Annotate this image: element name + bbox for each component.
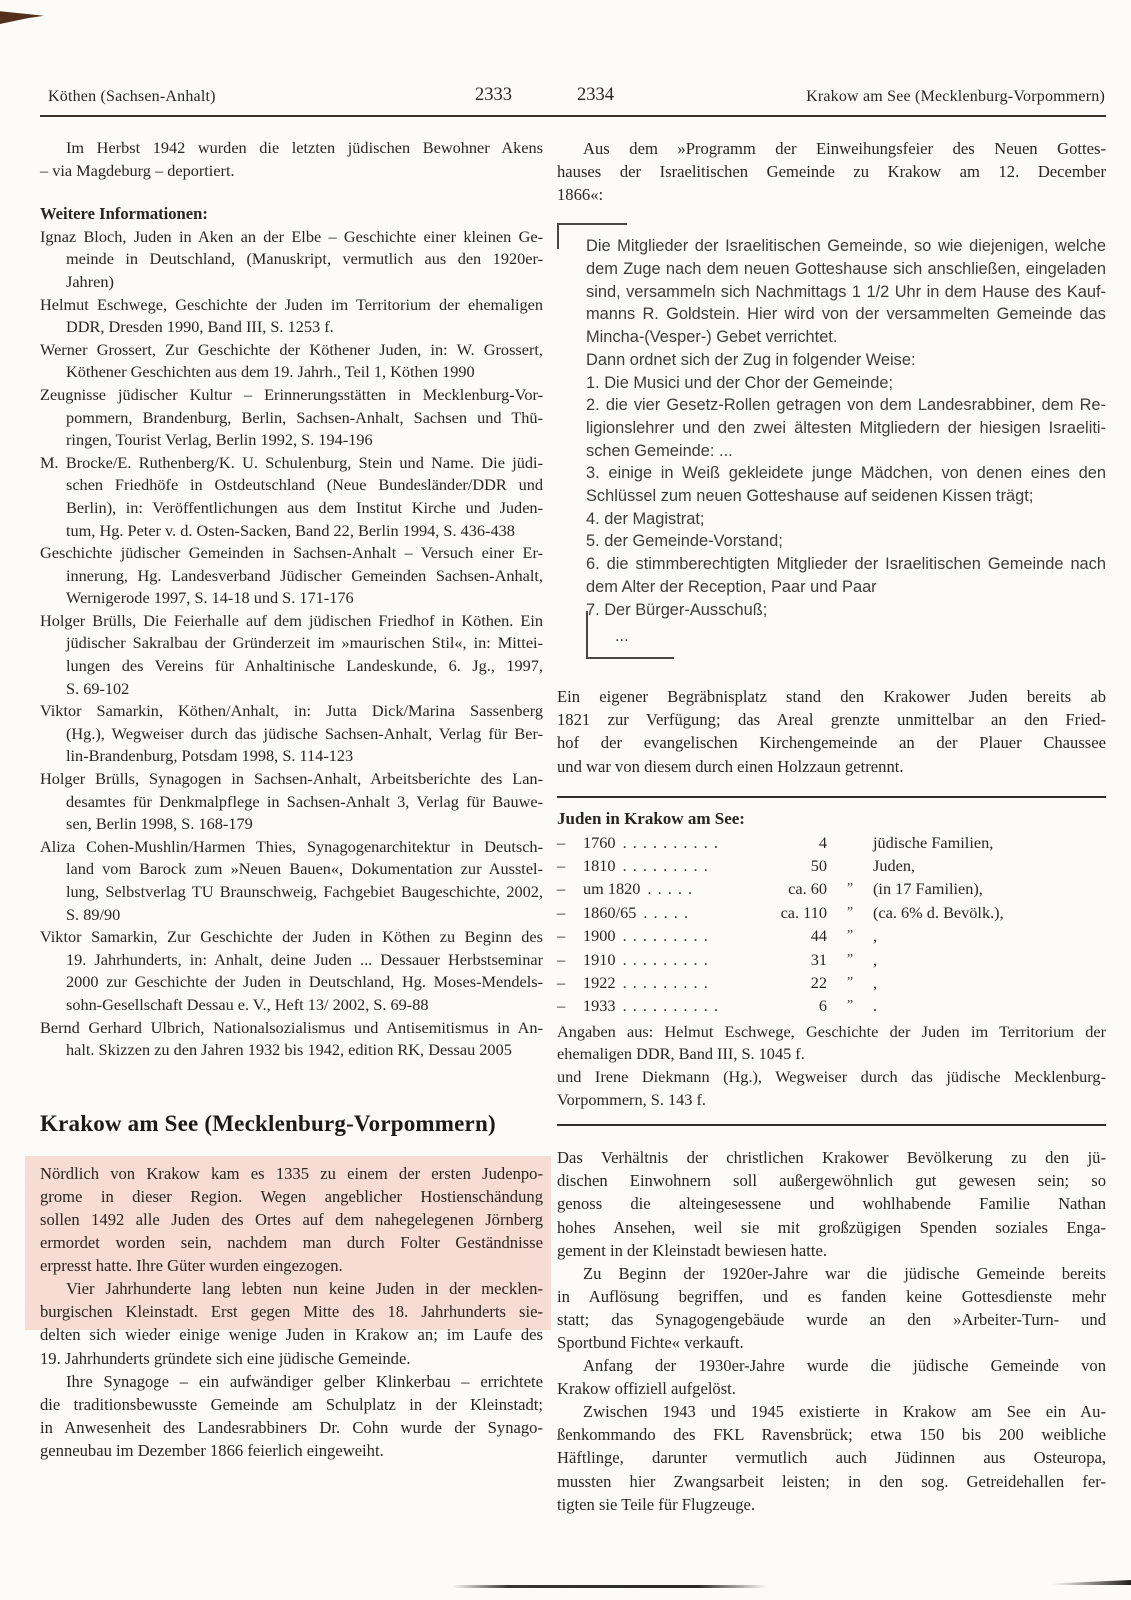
census-row: – 1922 . . . . . . . . . 22 ” , [557,973,878,993]
text-line: Dann ordnet sich der Zug in folgender Weise: [586,350,916,369]
text-line: Helmut Eschwege, Geschichte der Juden im Territorium der ehemaligen [40,294,543,314]
text-line: 6. die stimmberechtigten Mitglieder der Israelitischen Gemeinde nach [586,555,1106,574]
text-line: Wernigerode 1997, S. 14-18 und S. 171-176 [66,588,354,608]
text-line: sollen 1492 alle Juden des Ortes auf dem nahegelegenen Jörnberg [40,1209,543,1229]
paragraph [557,1354,1106,1400]
section-heading: Krakow am See (Mecklenburg-Vorpommern) [40,1110,496,1136]
quote-close-bracket-icon [586,611,674,659]
text-line: Aus dem »Programm der Einweihungsfeier des Neuen Gottes- [583,139,1106,158]
running-head-right: Krakow am See (Mecklenburg-Vorpommern) [806,88,1105,105]
text-line: und war von diesem durch einen Holzzaun getrennt. [557,756,904,776]
bibliography-entry [40,1017,543,1062]
text-line: Ihre Synagoge – ein aufwändiger gelber Klinkerbau – errichtete [66,1371,543,1391]
text-line: Vier Jahrhunderte lang lebten nun keine Juden in der mecklen- [66,1279,543,1299]
text-line: Nördlich von Krakow kam es 1335 zu einem der ersten Judenpo- [40,1163,543,1183]
quote-paragraph [586,235,1106,349]
header-rule [40,115,1106,117]
text-line: in Anwesenheit des Landesrabbiners Dr. Cohn wurde der Synago- [40,1417,543,1437]
text-line: Holger Brülls, Synagogen in Sachsen-Anhalt, Arbeitsberichte des Lan- [40,769,543,789]
text-line: erpresst hatte. Ihre Güter wurden eingezogen. [40,1256,343,1276]
scan-bottom-line-artifact [1052,1580,1131,1585]
text-line: 19. Jahrhunderts, in: Anhalt, deine Juden ... Dessauer Herbstseminar [66,949,543,969]
census-rule-top [557,796,1106,798]
census-row: – um 1820 . . . . . ca. 60 ” (in 17 Familien), [557,879,983,899]
page-number-left: 2333 [475,85,512,105]
text-line: genoss die alteingesessene und wohlhabende Familie Nathan [557,1194,1106,1214]
quote-open-bracket-icon [557,223,627,249]
text-line: S. 89/90 [66,904,121,924]
text-line: schen Gemeinde: ... [586,441,733,460]
text-line: mussten hier Zwangsarbeit leisten; in den sog. Getreidehallen fer- [557,1471,1106,1491]
bibliography-entry [40,768,543,836]
text-line: manns R. Goldstein. Hier wird von der versammelten Gemeinde das [586,305,1106,324]
text-line: DDR, Dresden 1990, Band III, S. 1253 f. [66,317,334,337]
intro-paragraph [40,137,543,182]
census-row: – 1900 . . . . . . . . . 44 ” , [557,926,878,946]
text-line: 1. Die Musici und der Chor der Gemeinde; [586,373,894,392]
quote-paragraph [586,394,1106,462]
census-sources [557,1021,1106,1111]
left-column [40,137,543,1462]
text-line: Angaben aus: Helmut Eschwege, Geschichte der Juden im Territorium der [557,1021,1106,1041]
scan-corner-artifact [0,9,44,24]
text-line: sind, versammeln sich Nachmittags 1 1/2 Uhr in dem Hause des Kauf- [586,282,1106,301]
census-source [557,1066,1106,1111]
text-line: M. Brocke/E. Ruthenberg/K. U. Schulenburg, Stein und Name. Die jüdi- [40,452,543,472]
bibliography-entry [40,339,543,384]
text-line: Köthener Geschichten aus dem 19. Jahrh., Teil 1, Köthen 1990 [66,362,475,382]
text-line: Zeugnisse jüdischer Kultur – Erinnerungsstätten in Mecklenburg-Vor- [40,384,543,404]
text-line: dischen Einwohnern soll außergewöhnlich gut gewesen sein; so [557,1171,1106,1191]
text-line: Ignaz Bloch, Juden in Aken an der Elbe – Geschichte einer kleinen Ge- [40,226,543,246]
text-line: Ein eigener Begräbnisplatz stand den Krakower Juden bereits ab [557,687,1106,707]
bibliography-entry [40,836,543,926]
quote-paragraph [586,462,1106,507]
bibliography-heading: Weitere Informationen: [40,204,208,224]
census-row: – 1933 . . . . . . . . . . 6 ” . [557,996,878,1016]
text-line: 5. der Gemeinde-Vorstand; [586,532,783,551]
text-line: 1866«: [557,185,604,205]
quote-paragraph [586,508,1106,531]
text-line: lin-Brandenburg, Potsdam 1998, S. 114-123 [66,746,354,766]
bibliography-entry [40,700,543,768]
text-line: Das Verhältnis der christlichen Krakower Bevölkerung zu den jü- [557,1148,1106,1168]
paragraph [40,1370,543,1462]
text-line: (Hg.), Wegweiser durch das jüdische Sachsen-Anhalt, Verlag für Ber- [66,723,543,743]
text-line: S. 69-102 [66,678,130,698]
text-line: Im Herbst 1942 wurden die letzten jüdischen Bewohner Akens [66,138,543,157]
scan-bottom-line-artifact [452,1585,767,1588]
census-row: – 1910 . . . . . . . . . 31 ” , [557,949,878,969]
text-line: sen, Berlin 1998, S. 168-179 [66,814,253,834]
text-line: Viktor Samarkin, Köthen/Anhalt, in: Jutta Dick/Marina Sassenberg [40,701,543,721]
text-line: lungen des Vereins für Anhaltinische Landeskunde, 6. Jg., 1997, [66,656,543,676]
text-line: Berlin), in: Veröffentlichungen aus dem Institut Kirche und Juden- [66,497,543,517]
text-line: pommern, Brandenburg, Berlin, Sachsen-Anhalt, Sachsen und Thü- [66,407,543,427]
text-line: 2000 zur Geschichte der Juden in Deutschland, Hg. Moses-Mendels- [66,972,543,992]
text-line: delten sich wieder einige wenige Juden in Krakow an; im Laufe des [40,1325,543,1345]
text-line: Geschichte jüdischer Gemeinden in Sachsen-Anhalt – Versuch einer Er- [40,543,543,563]
census-heading: Juden in Krakow am See: [557,808,745,828]
text-line: burgischen Kleinstadt. Erst gegen Mitte des 18. Jahrhunderts sie- [40,1302,543,1322]
bibliography-entry [40,926,543,1016]
highlighted-passage [40,1162,543,1370]
text-line: schen Friedhöfe in Ostdeutschland (Neue Bundesländer/DDR und [66,475,543,495]
text-line: tum, Hg. Peter v. d. Osten-Sacken, Band 22, Berlin 1994, S. 436-438 [66,520,515,540]
bibliography-entry [40,226,543,294]
quote-paragraph [586,349,1106,372]
text-line: statt; das Synagogengebäude wurde an den »Arbeiter-Turn- und [557,1309,1106,1329]
text-line: ringen, Tourist Verlag, Berlin 1992, S. 194-196 [66,430,373,450]
text-line: Sportbund Fichte« verkauft. [557,1332,744,1352]
text-line: genneubau im Dezember 1866 feierlich eingeweiht. [40,1440,384,1460]
text-line: hauses der Israelitischen Gemeinde zu Krakow am 12. December [557,162,1106,182]
text-line: Die Mitglieder der Israelitischen Gemeinde, so wie diejenigen, welche [586,237,1106,256]
bibliography-entry [40,294,543,339]
text-line: Vorpommern, S. 143 f. [557,1089,706,1109]
quote-paragraph [586,553,1106,598]
quote-paragraph [586,530,1106,553]
text-line: ehemaligen DDR, Band III, S. 1045 f. [557,1044,805,1064]
text-line: ermordet worden sein, nachdem man durch Folter Geständnisse [40,1233,543,1253]
text-line: Aliza Cohen-Mushlin/Harmen Thies, Synagogenarchitektur in Deutsch- [40,836,543,856]
text-line: gement in der Kleinstadt bewiesen hatte. [557,1240,828,1260]
text-line: die traditionsbewusste Gemeinde am Schulplatz in der Kleinstadt; [40,1394,543,1414]
text-line: 19. Jahrhunderts gründete sich eine jüdische Gemeinde. [40,1348,411,1368]
right-column [557,137,1106,1516]
bibliography-entry [40,452,543,542]
paragraph [557,137,1106,206]
bibliography-entry [40,610,543,700]
text-line: 7. Der Bürger-Ausschuß; [586,600,768,619]
text-line: sohn-Gesellschaft Dessau e. V., Heft 13/ 2002, S. 69-88 [66,994,429,1014]
text-line: und Irene Diekmann (Hg.), Wegweiser durch das jüdische Mecklenburg- [557,1067,1106,1087]
text-line: hohes Ansehen, weil sie mit großzügigen Spenden soziales Enga- [557,1217,1106,1237]
census-block [557,796,1106,1127]
census-row: – 1860/65 . . . . . ca. 110 ” (ca. 6% d. Bevölk.), [557,902,1004,922]
text-line: 3. einige in Weiß gekleidete junge Mädchen, von denen eines den [586,464,1106,483]
text-line: ligionslehrer und den zwei ältesten Mitgliedern der hiesigen Israeliti- [586,418,1106,437]
census-row: – 1760 . . . . . . . . . . 4 jüdische Familien, [557,832,994,852]
text-line: dem Alter der Reception, Paar und Paar [586,577,877,596]
text-line: 1821 zur Verfügung; das Areal grenzte unmittelbar an den Fried- [557,710,1106,730]
text-line: Krakow offiziell aufgelöst. [557,1379,736,1399]
text-line: Bernd Gerhard Ulbrich, Nationalsozialismus und Antisemitismus in An- [40,1017,543,1037]
text-line: land vom Barock zum »Neuen Bauen«, Dokumentation zur Ausstel- [66,859,543,879]
quote-block [557,235,1106,671]
quote-paragraph [586,372,1106,395]
paragraph [557,685,1106,777]
census-table [557,831,1106,1018]
paragraph [40,1277,543,1369]
paragraph [557,1400,1106,1515]
text-line: Mincha-(Vesper-) Gebet verrichtet. [586,328,838,347]
bibliography-list [40,226,543,1062]
paragraph [557,1146,1106,1261]
text-line: halt. Skizzen zu den Jahren 1932 bis 1942, edition RK, Dessau 2005 [66,1040,512,1060]
quote-ellipsis: ... [615,627,629,646]
text-line: Jahren) [66,271,114,291]
text-line: lung, Selbstverlag TU Braunschweig, Fachgebiet Baugeschichte, 2002, [66,882,543,901]
text-line: innerung, Hg. Landesverband Jüdischer Gemeinden Sachsen-Anhalt, [66,565,543,585]
paragraph [40,1162,543,1277]
text-line: in Auflösung begriffen, und es fanden keine Gottesdienste mehr [557,1286,1106,1306]
text-line: dem Zuge nach dem neuen Gotteshause sich anschließen, eingeladen [586,259,1106,278]
quote-paragraphs [586,235,1106,621]
text-line: Werner Grossert, Zur Geschichte der Köthener Juden, in: W. Grossert, [40,339,543,359]
running-head-left: Köthen (Sachsen-Anhalt) [48,88,216,105]
bibliography-entry [40,384,543,452]
text-line: ßenkommando des FKL Ravensbrück; etwa 150 bis 200 weibliche [557,1425,1106,1445]
text-line: jüdischer Sakralbau der Gründerzeit im »maurischen Stil«, in: Mittei- [66,633,543,653]
text-line: hof der evangelischen Kirchengemeinde an der Plauer Chaussee [557,733,1106,753]
text-line: desamtes für Denkmalpflege in Sachsen-Anhalt 3, Verlag für Bauwe- [66,791,543,811]
text-line: Zwischen 1943 und 1945 existierte in Krakow am See ein Au- [583,1402,1106,1422]
text-line: Häftlinge, darunter vermutlich auch Jüdinnen aus Osteuropa, [557,1448,1106,1468]
text-line: 4. der Magistrat; [586,509,705,528]
text-line: grome in dieser Region. Wegen angeblicher Hostienschändung [40,1186,543,1206]
text-line: Holger Brülls, Die Feierhalle auf dem jüdischen Friedhof in Köthen. Ein [40,610,543,630]
text-line: Schlüssel zum neuen Gotteshause auf seidenen Kissen trägt; [586,487,1034,506]
text-line: meinde in Deutschland, (Manuskript, vermutlich aus den 1920er- [66,249,543,269]
bibliography-entry [40,542,543,610]
text-line: Zu Beginn der 1920er-Jahre war die jüdische Gemeinde bereits [583,1263,1106,1283]
text-line: Viktor Samarkin, Zur Geschichte der Juden in Köthen zu Beginn des [40,927,543,947]
page-number-right: 2334 [577,85,614,105]
text-line: Anfang der 1930er-Jahre wurde die jüdische Gemeinde von [583,1356,1106,1376]
quote-footer [586,623,1106,671]
text-line: 2. die vier Gesetz-Rollen getragen von dem Landesrabbiner, dem Re- [586,396,1106,415]
census-row: – 1810 . . . . . . . . . 50 Juden, [557,856,916,876]
census-source [557,1021,1106,1066]
paragraph [557,1262,1106,1354]
census-rule-bottom [557,1124,1106,1126]
text-line: – via Magdeburg – deportiert. [40,160,235,180]
text-line: tigten sie Teile für Flugzeuge. [557,1494,756,1514]
